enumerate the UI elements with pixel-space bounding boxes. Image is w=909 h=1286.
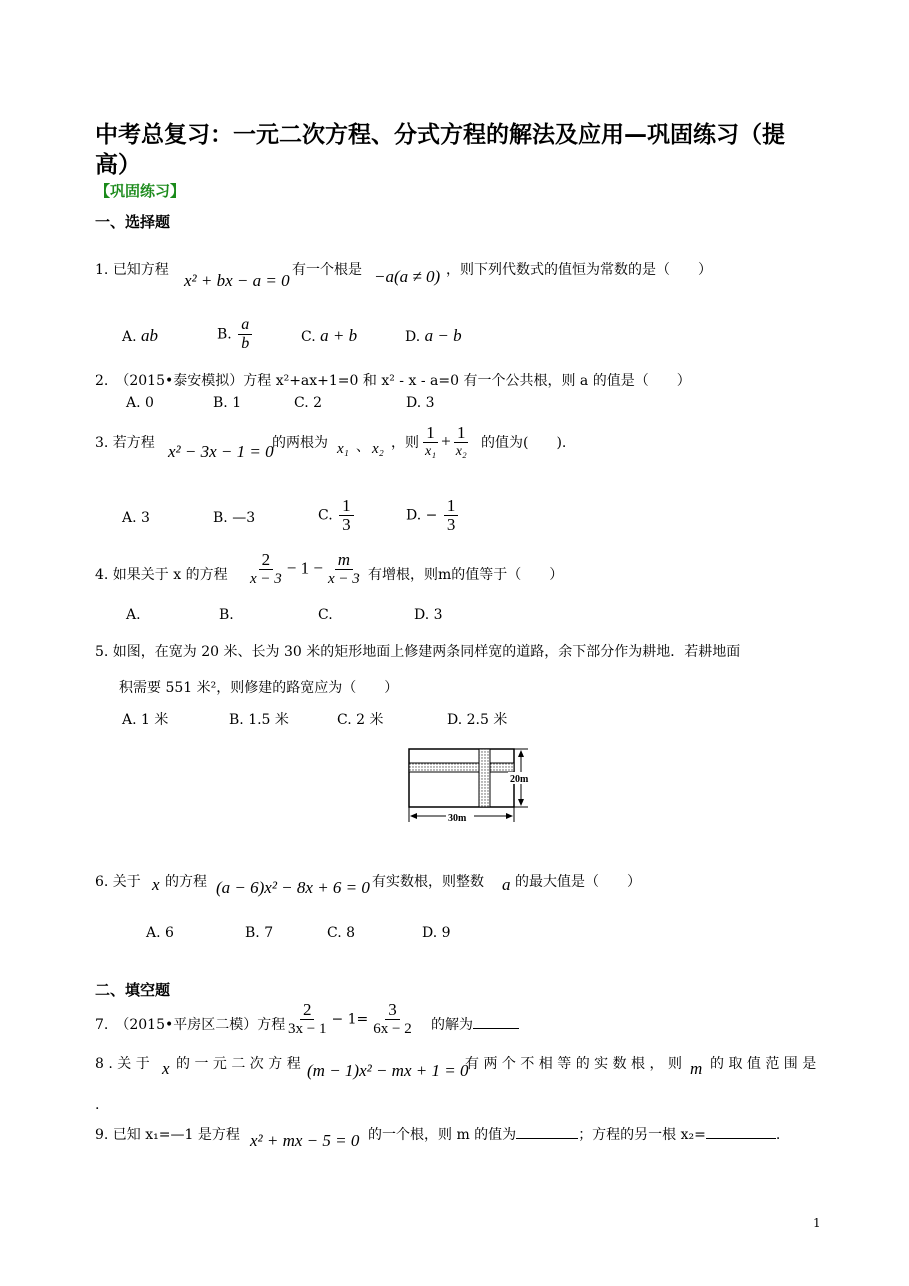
- q5-option-a: A. 1 米: [122, 712, 169, 728]
- q8-var-x: x: [162, 1059, 170, 1078]
- q5-option-b: B. 1.5 米: [229, 712, 289, 728]
- q2-option-d: D. 3: [406, 395, 435, 411]
- q1-number: 1.: [95, 262, 109, 278]
- question-6: 6. 关于: [95, 874, 141, 890]
- q9-m-label: 的一个根，则 m 的值为: [368, 1127, 517, 1143]
- q1-option-a: [122, 326, 158, 346]
- q3-option-d-fraction: [444, 497, 459, 534]
- question-8: 8 . 关 于: [95, 1056, 150, 1072]
- question-5-cont: 积需要 551 米²，则修建的路宽应为（ ）: [119, 680, 399, 696]
- question-4: 4. 如果关于 x 的方程: [95, 567, 228, 583]
- q1-option-b-den: b: [241, 335, 250, 352]
- q8-var-m: m: [690, 1059, 703, 1078]
- q3-fraction-2: [453, 424, 470, 461]
- q6-var-x: x: [152, 875, 160, 894]
- q4-fraction-2: [325, 551, 363, 588]
- q4-fraction-1: [247, 551, 285, 588]
- question-5: 5. 如图，在宽为 20 米、长为 30 米的矩形地面上修建两条同样宽的道路，余下部分作为耕地．若耕地面: [95, 644, 741, 660]
- q7-mid: − 1=: [331, 1011, 369, 1028]
- q3-text4: 的值为( ).: [481, 435, 567, 451]
- q6-var-a: a: [502, 875, 511, 894]
- q6-equation: (a − 6)x² − 8x + 6 = 0: [216, 878, 370, 897]
- horizontal-road: [409, 763, 514, 772]
- q1-option-b-fraction: [238, 316, 252, 353]
- width-label: 30m: [448, 813, 467, 824]
- q3-equation: x² − 3x − 1 = 0: [168, 442, 274, 461]
- q9-text2: [368, 1124, 780, 1144]
- q3-root-1: x₁: [337, 441, 349, 457]
- q6-text3: 有实数根，则整数: [372, 874, 484, 890]
- q8-equation: (m − 1)x² − mx + 1 = 0: [307, 1061, 469, 1080]
- question-2: 2. （2015•泰安模拟）方程 x²+ax+1=0 和 x² - x - a=0 有一个公共根，则 a 的值是（ ）: [95, 373, 691, 389]
- q3-option-d-label: D. −: [406, 507, 438, 524]
- q7-fraction-1-den: 3x − 1: [288, 1021, 327, 1037]
- q7-text2: [431, 1014, 519, 1034]
- q1-option-a-label: A.: [122, 329, 137, 345]
- q4-text2: 有增根，则m的值等于（ ）: [368, 567, 564, 583]
- q8-text4: 的 取 值 范 围 是: [710, 1056, 817, 1072]
- section-fill-heading: 二、填空题: [95, 981, 171, 999]
- q4-equation: [245, 551, 365, 588]
- question-7: 7. （2015•平房区二模）方程: [95, 1017, 286, 1033]
- width-arrow-left: [410, 813, 417, 819]
- vertical-road: [479, 749, 490, 807]
- q1-option-c: [301, 326, 357, 346]
- q8-text2: 的 一 元 二 次 方 程: [176, 1056, 301, 1072]
- width-arrow-right: [506, 813, 513, 819]
- section-choice-heading: 一、选择题: [95, 213, 171, 231]
- q6-option-a: A. 6: [146, 925, 174, 941]
- q1-option-b-label: B.: [217, 326, 232, 343]
- q5-option-d: D. 2.5 米: [447, 712, 508, 728]
- q1-option-d-value: a − b: [424, 326, 462, 345]
- q2-option-b: B. 1: [213, 395, 242, 411]
- road-field-figure: [400, 742, 545, 824]
- q5-option-c: C. 2 米: [337, 712, 384, 728]
- page-number: 1: [813, 1216, 821, 1230]
- q3-option-c-den: 3: [342, 515, 351, 534]
- q3-sum-expression: [420, 424, 472, 461]
- q1-text2: 有一个根是: [292, 262, 362, 278]
- q4-fraction-2-den: x − 3: [327, 571, 360, 587]
- q4-option-a: A.: [126, 607, 141, 623]
- q9-equation: x² + mx − 5 = 0: [250, 1131, 360, 1150]
- q1-equation: x² + bx − a = 0: [184, 271, 290, 290]
- q1-option-b: [217, 316, 254, 353]
- q3-option-d: [406, 497, 460, 534]
- q3-option-d-den: 3: [446, 515, 456, 534]
- q1-option-b-num: a: [238, 316, 252, 335]
- q7-solution-label: 的解为: [431, 1017, 473, 1033]
- height-label: 20m: [510, 774, 529, 785]
- road-intersection: [480, 764, 490, 772]
- q1-text3: ，则下列代数式的值恒为常数的是（ ）: [446, 262, 712, 278]
- q4-fraction-2-num: m: [335, 551, 353, 570]
- page-title-cont: 高）: [95, 152, 141, 178]
- q3-plus: +: [441, 431, 451, 451]
- q1-option-c-value: a + b: [320, 326, 358, 345]
- q3-text3: ，则: [391, 435, 419, 451]
- q6-option-c: C. 8: [327, 925, 356, 941]
- q6-option-d: D. 9: [422, 925, 451, 941]
- q7-equation: [283, 1001, 417, 1038]
- q1-option-d: [405, 326, 462, 346]
- q3-option-c-num: 1: [339, 497, 354, 516]
- q3-fraction-1-den: x₁: [425, 444, 437, 459]
- q9-tail: .: [775, 1127, 781, 1143]
- height-arrow-down: [518, 799, 524, 806]
- q7-fraction-2-num: 3: [385, 1001, 400, 1020]
- q8-text3: 有 两 个 不 相 等 的 实 数 根 ， 则: [465, 1056, 682, 1072]
- q7-fraction-1-num: 2: [300, 1001, 315, 1020]
- question-9: 9. 已知 x₁=—1 是方程: [95, 1127, 240, 1143]
- q4-fraction-1-num: 2: [259, 551, 274, 570]
- q9-m-answer-blank[interactable]: [516, 1138, 578, 1139]
- q4-option-c: C.: [318, 607, 333, 623]
- field-rectangle: [409, 749, 514, 807]
- q7-fraction-2-den: 6x − 2: [373, 1021, 412, 1037]
- q4-option-d: D. 3: [414, 607, 443, 623]
- height-arrow-up: [518, 750, 524, 757]
- q3-fraction-2-num: 1: [454, 424, 469, 443]
- q1-root: −a(a ≠ 0): [374, 267, 441, 286]
- q1-option-c-label: C.: [301, 329, 316, 345]
- q3-fraction-2-den: x₂: [455, 444, 467, 459]
- q3-separator: 、: [356, 439, 370, 455]
- q4-minus-one: − 1 −: [286, 558, 323, 578]
- q7-answer-blank[interactable]: [473, 1028, 519, 1029]
- q3-option-d-num: 1: [444, 497, 459, 516]
- q6-text2: 的方程: [165, 874, 207, 890]
- q8-tail: .: [95, 1097, 100, 1113]
- q3-option-a: A. 3: [122, 510, 150, 526]
- q3-option-c: [318, 497, 356, 534]
- question-3: 3. 若方程: [95, 435, 155, 451]
- q3-option-c-fraction: [339, 497, 354, 534]
- q9-root-answer-blank[interactable]: [706, 1138, 776, 1139]
- q1-text: 已知方程: [112, 262, 169, 278]
- q3-option-b: B. —3: [213, 510, 256, 526]
- q3-fraction-1-num: 1: [423, 424, 438, 443]
- q9-root-label: ；方程的另一根 x₂=: [578, 1127, 706, 1143]
- question-1: [95, 259, 169, 279]
- q4-option-b: B.: [219, 607, 234, 623]
- q7-fraction-1: [285, 1001, 329, 1038]
- q6-option-b: B. 7: [245, 925, 274, 941]
- q3-option-c-label: C.: [318, 507, 333, 524]
- page-title: 中考总复习：一元二次方程、分式方程的解法及应用—巩固练习（提: [95, 122, 785, 148]
- q3-root-2: x₂: [372, 441, 384, 457]
- q3-text2: 的两根为: [272, 435, 328, 451]
- section-tag: 【巩固练习】: [95, 182, 186, 200]
- q1-option-a-value: ab: [141, 326, 159, 345]
- q2-option-c: C. 2: [294, 395, 323, 411]
- q3-fraction-1: [422, 424, 439, 461]
- q2-option-a: A. 0: [126, 395, 154, 411]
- q1-option-d-label: D.: [405, 329, 421, 345]
- q4-fraction-1-den: x − 3: [250, 571, 282, 587]
- q6-text4: 的最大值是（ ）: [515, 874, 641, 890]
- q7-fraction-2: [370, 1001, 414, 1038]
